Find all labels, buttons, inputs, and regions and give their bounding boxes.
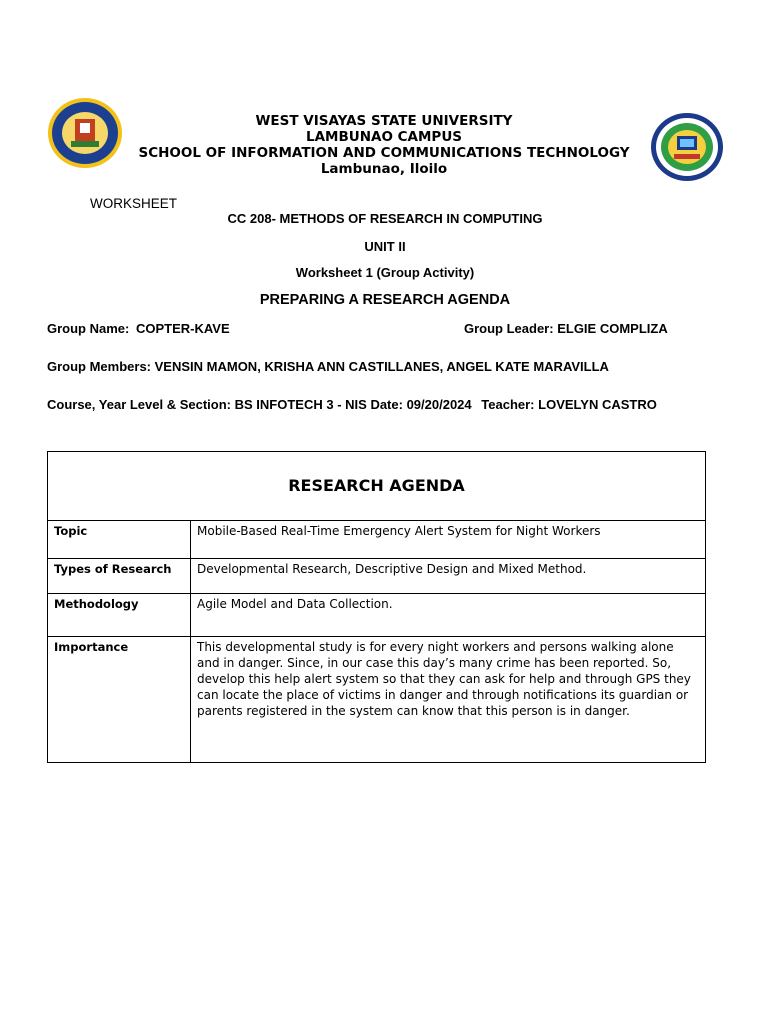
date-label: Date: [370, 397, 403, 412]
university-name: WEST VISAYAS STATE UNIVERSITY [255, 113, 513, 129]
group-members-line [47, 359, 609, 374]
row-label-methodology: Methodology [48, 594, 191, 637]
location: Lambunao, Iloilo [320, 161, 448, 177]
course-section-line [47, 397, 657, 412]
table-row [48, 559, 706, 594]
research-agenda-table [47, 451, 706, 763]
group-members-value: VENSIN MAMON, KRISHA ANN CASTILLANES, ANGEL KATE MARAVILLA [154, 359, 609, 374]
group-leader-value: ELGIE COMPLIZA [557, 321, 668, 336]
group-members-label: Group Members: [47, 359, 152, 374]
row-value-topic: Mobile-Based Real-Time Emergency Alert System for Night Workers [191, 521, 706, 559]
agenda-title: RESEARCH AGENDA [48, 452, 706, 521]
row-value-importance: This developmental study is for every night workers and persons walking alone and in danger. Since, in our case this day’s many crime has been reported. So, develop this help alert system so that they can ask for help and through GPS they can locate the place of victims in danger and through notifications its guardian or parents registered in the system can know that this person is in danger. [191, 637, 706, 763]
course-label: Course, Year Level & Section: [47, 397, 231, 412]
course-value: BS INFOTECH 3 - NIS [234, 397, 367, 412]
group-name-line [47, 321, 230, 336]
teacher-label: Teacher: [481, 397, 535, 412]
row-label-importance: Importance [48, 637, 191, 763]
activity-title: PREPARING A RESEARCH AGENDA [259, 292, 511, 308]
campus-name: LAMBUNAO CAMPUS [305, 129, 463, 145]
group-leader-label: Group Leader: [464, 321, 554, 336]
table-row [48, 637, 706, 763]
row-label-topic: Topic [48, 521, 191, 559]
table-row [48, 521, 706, 559]
agenda-title-row [48, 452, 706, 521]
teacher-value: LOVELYN CASTRO [538, 397, 657, 412]
group-leader-line [464, 321, 668, 336]
row-value-methodology: Agile Model and Data Collection. [191, 594, 706, 637]
date-value: 09/20/2024 [406, 397, 472, 412]
group-name-label: Group Name: [47, 321, 130, 336]
unit-title: UNIT II [364, 239, 406, 254]
row-label-types: Types of Research [48, 559, 191, 594]
worksheet-title: Worksheet 1 (Group Activity) [295, 265, 475, 280]
worksheet-label: WORKSHEET [90, 196, 178, 211]
row-value-types: Developmental Research, Descriptive Design and Mixed Method. [191, 559, 706, 594]
course-title: CC 208- METHODS OF RESEARCH IN COMPUTING [227, 211, 543, 226]
table-row [48, 594, 706, 637]
group-name-value: COPTER-KAVE [135, 321, 230, 336]
school-name: SCHOOL OF INFORMATION AND COMMUNICATIONS TECHNOLOGY [138, 145, 630, 161]
